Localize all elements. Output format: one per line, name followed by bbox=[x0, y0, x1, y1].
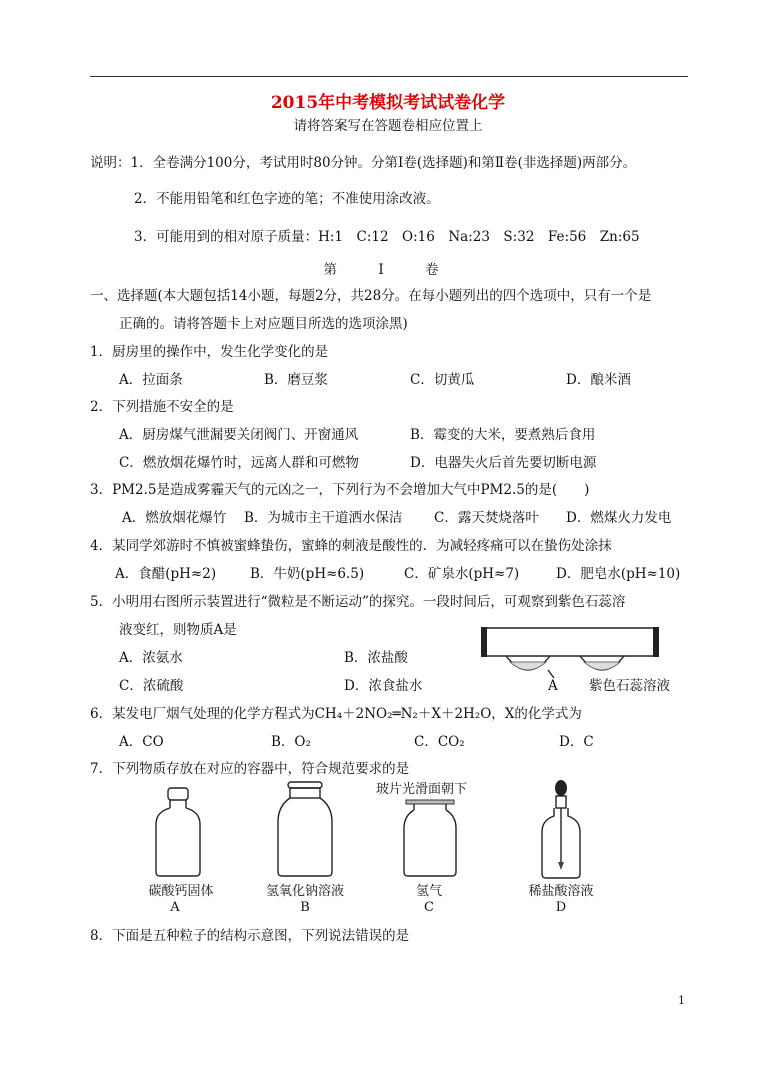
q1-stem: 1．厨房里的操作中，发生化学变化的是 bbox=[90, 344, 329, 360]
q7-item-a-letter: A bbox=[170, 900, 180, 915]
q7-glass-note: 玻片光滑面朝下 bbox=[376, 782, 468, 797]
q7-item-d-label: 稀盐酸溶液 bbox=[528, 884, 594, 899]
q7-item-c-label: 氢气 bbox=[415, 884, 442, 899]
part-intro-line2: 正确的。请将答题卡上对应题目所选的选项涂黑) bbox=[119, 316, 408, 332]
q4-option-d: D．肥皂水(pH≈10) bbox=[556, 566, 681, 582]
q7-item-b-label: 氢氧化钠溶液 bbox=[265, 884, 344, 899]
q3-option-b: B．为城市主干道洒水保洁 bbox=[244, 510, 403, 526]
q7-bottle-b-figure bbox=[272, 776, 338, 880]
q5-option-c: C．浓硫酸 bbox=[119, 678, 184, 694]
q6-stem: 6．某发电厂烟气处理的化学方程式为CH₄＋2NO₂═N₂＋X＋2H₂O，X的化学式为 bbox=[90, 706, 582, 722]
q5-figure-label-a: A bbox=[548, 678, 558, 694]
q4-option-c: C．矿泉水(pH≈7) bbox=[404, 566, 520, 582]
q7-bottle-c-figure bbox=[398, 798, 462, 880]
note-2: 2．不能用铅笔和红色字迹的笔；不准使用涂改液。 bbox=[134, 191, 440, 207]
q1-option-d: D．酿米酒 bbox=[566, 372, 631, 388]
q3-option-a: A．燃放烟花爆竹 bbox=[122, 510, 227, 526]
q3-option-c: C．露天焚烧落叶 bbox=[434, 510, 539, 526]
q7-item-d-letter: D bbox=[555, 900, 567, 915]
q4-option-b: B．牛奶(pH≈6.5) bbox=[250, 566, 365, 582]
part-intro-line1: 一、选择题(本大题包括14小题，每题2分，共28分。在每小题列出的四个选项中，只有一个是 bbox=[90, 288, 652, 304]
q5-option-b: B．浓盐酸 bbox=[344, 650, 408, 666]
q2-option-d: D．电器失火后首先要切断电源 bbox=[410, 455, 597, 471]
q2-option-a: A．厨房煤气泄漏要关闭阀门、开窗通风 bbox=[119, 427, 359, 443]
q6-option-d: D．C bbox=[559, 734, 594, 750]
q4-option-a: A．食醋(pH≈2) bbox=[115, 566, 217, 582]
q7-bottle-d-figure bbox=[536, 778, 586, 880]
q3-option-d: D．燃煤火力发电 bbox=[566, 510, 672, 526]
q7-bottle-a-figure bbox=[148, 784, 208, 880]
q6-option-c: C．CO₂ bbox=[414, 734, 465, 750]
note-3: 3．可能用到的相对原子质量：H:1 C:12 O:16 Na:23 S:32 Fe:56 Zn:65 bbox=[134, 229, 640, 245]
page-number: 1 bbox=[678, 994, 685, 1007]
q4-stem: 4．某同学郊游时不慎被蜜蜂蛰伤，蜜蜂的刺液是酸性的．为减轻疼痛可以在蛰伤处涂抹 bbox=[90, 538, 612, 554]
q2-option-c: C．燃放烟花爆竹时，远离人群和可燃物 bbox=[119, 455, 359, 471]
q1-option-c: C．切黄瓜 bbox=[410, 372, 475, 388]
section-title: 第 Ⅰ 卷 bbox=[323, 262, 453, 278]
q5-option-d: D．浓食盐水 bbox=[344, 678, 423, 694]
q5-apparatus-figure bbox=[478, 622, 668, 684]
q7-item-a-label: 碳酸钙固体 bbox=[148, 884, 214, 899]
exam-title: 2015年中考模拟考试试卷化学 bbox=[270, 93, 506, 113]
header-rule bbox=[90, 76, 688, 77]
q6-option-a: A．CO bbox=[119, 734, 164, 750]
note-1: 说明：1．全卷满分100分，考试用时80分钟。分第Ⅰ卷(选择题)和第Ⅱ卷(非选择题)两部分。 bbox=[90, 155, 637, 171]
q2-stem: 2．下列措施不安全的是 bbox=[90, 399, 234, 415]
q1-option-a: A．拉面条 bbox=[119, 372, 183, 388]
q8-stem: 8．下面是五种粒子的结构示意图，下列说法错误的是 bbox=[90, 928, 410, 944]
q2-option-b: B．霉变的大米，要煮熟后食用 bbox=[410, 427, 596, 443]
q5-stem-line2: 液变红，则物质A是 bbox=[119, 622, 237, 638]
exam-subtitle: 请将答案写在答题卷相应位置上 bbox=[293, 118, 483, 134]
q5-figure-label-litmus: 紫色石蕊溶液 bbox=[589, 678, 670, 694]
q1-option-b: B．磨豆浆 bbox=[264, 372, 328, 388]
q5-stem-line1: 5．小明用右图所示装置进行“微粒是不断运动”的探究。一段时间后，可观察到紫色石蕊溶 bbox=[90, 594, 626, 610]
q7-item-b-letter: B bbox=[300, 900, 310, 915]
q7-item-c-letter: C bbox=[424, 900, 434, 915]
q5-option-a: A．浓氨水 bbox=[119, 650, 183, 666]
q7-stem: 7．下列物质存放在对应的容器中，符合规范要求的是 bbox=[90, 761, 410, 777]
q3-stem: 3．PM2.5是造成雾霾天气的元凶之一，下列行为不会增加大气中PM2.5的是( ) bbox=[90, 482, 590, 498]
q6-option-b: B．O₂ bbox=[271, 734, 311, 750]
